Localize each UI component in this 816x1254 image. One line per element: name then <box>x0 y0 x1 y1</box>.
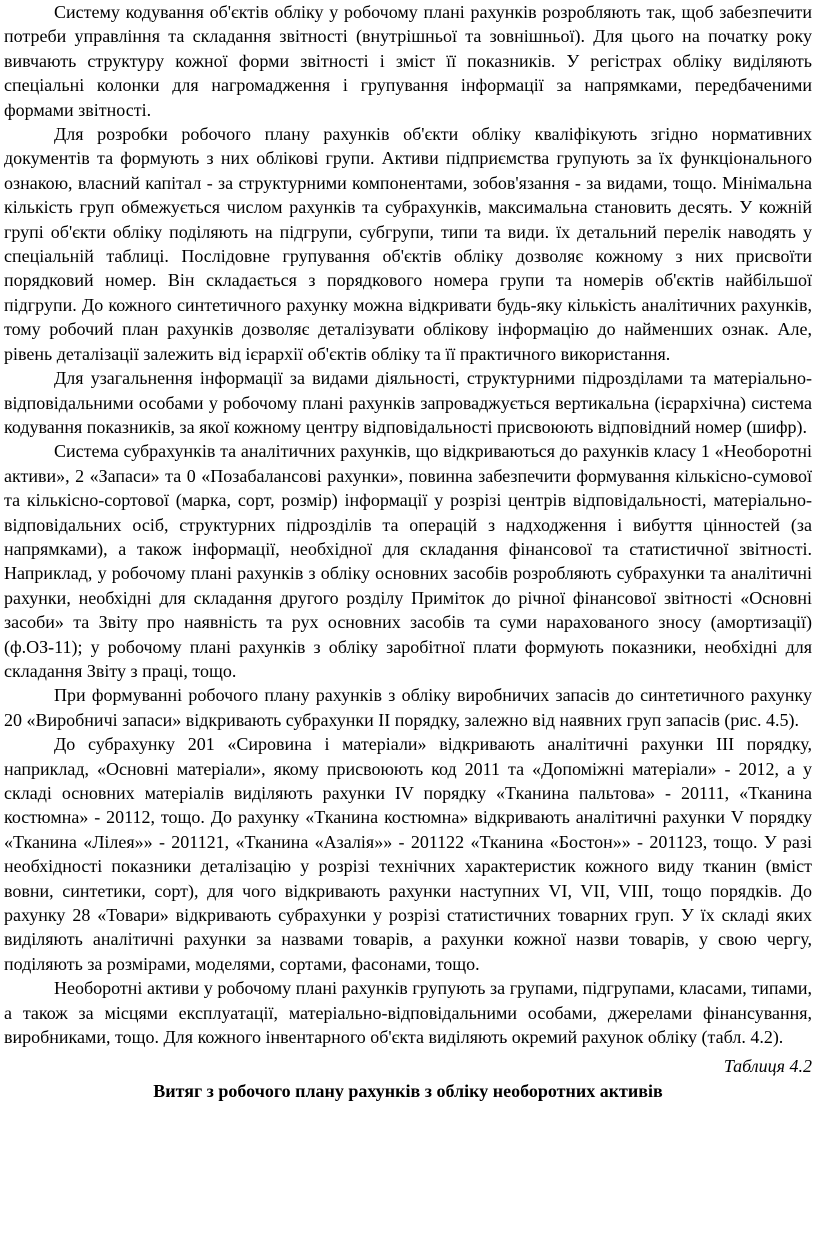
paragraph-subaccounts-system: Система субрахунків та аналітичних рахунків, що відкриваються до рахунків класу 1 «Необоротні активи», 2 «Запаси» та 0 «Позабалансові рахунки», повинна забезпечити формування кількісно-сумової та кількісно-сортової (марка, сорт, розмір) інформації у розрізі центрів відповідальності, матеріально-відповідальних осіб, структурних підрозділів та операцій з надходження і вибуття цінностей (за напрямками), а також інформації, необхідної для складання фінансової та статистичної звітності. Наприклад, у робочому плані рахунків з обліку основних засобів розробляють субрахунки та аналітичні рахунки, необхідні для складання другого розділу Приміток до річної фінансової звітності «Основні засоби» та Звіту про наявність та рух основних засобів та суми нарахованого зносу (амортизації) (ф.ОЗ-11); у робочому плані рахунків з обліку заробітної плати формують показники, необхідні для складання Звіту з праці, тощо. <box>4 441 812 681</box>
paragraph-production-inventory: При формуванні робочого плану рахунків з обліку виробничих запасів до синтетичного рахунку 20 «Виробничі запаси» відкривають субрахунки II порядку, залежно від наявних груп запасів (рис. 4.5). <box>4 685 812 730</box>
table-title: Витяг з робочого плану рахунків з обліку необоротних активів <box>153 1080 663 1101</box>
paragraph-coding-system: Систему кодування об'єктів обліку у робочому плані рахунків розробляють так, щоб забезпечити потреби управління та складання звітності (внутрішньої та зовнішньої). Для цього на початку року вивчають структуру кожної форми звітності і зміст її показників. У регістрах обліку виділяють спеціальні колонки для нагромадження і групування інформації за напрямками, передбаченими формами звітності. <box>4 2 812 120</box>
paragraph-working-plan-development: Для розробки робочого плану рахунків об'єкти обліку кваліфікують згідно нормативних документів та формують з них облікові групи. Активи підприємства групують за їх функціонального ознакою, власний капітал - за структурними компонентами, зобов'язання - за видами, тощо. Мінімальна кількість груп обмежується числом рахунків та субрахунків, максимальна становить десять. У кожній групі об'єкти обліку поділяють на підгрупи, субгрупи, типи та види. їх детальний перелік наводять у спеціальній таблиці. Послідовне групування об'єктів обліку дозволяє кожному з них присвоїти порядковий номер. Він складається з порядкового номера групи та номерів об'єктів найбільшої підгрупи. До кожного синтетичного рахунку можна відкривати будь-яку кількість аналітичних рахунків, тому робочий план рахунків дозволяє деталізувати облікову інформацію до найменших ознак. Але, рівень деталізації залежить від ієрархії об'єктів обліку та її практичного використання. <box>4 124 812 364</box>
paragraph-vertical-coding: Для узагальнення інформації за видами діяльності, структурними підрозділами та матеріально-відповідальними особами у робочому плані рахунків запроваджується вертикальна (ієрархічна) система кодування показників, за якої кожному центру відповідальності присвоюють відповідний номер (шифр). <box>4 368 812 437</box>
paragraph-noncurrent-assets: Необоротні активи у робочому плані рахунків групують за групами, підгрупами, класами, типами, а також за місцями експлуатації, матеріально-відповідальними особами, джерелами фінансування, виробниками, тощо. Для кожного інвентарного об'єкта виділяють окремий рахунок обліку (табл. 4.2). <box>4 978 812 1048</box>
paragraph-subaccount-201: До субрахунку 201 «Сировина і матеріали» відкривають аналітичні рахунки III порядку, наприклад, «Основні матеріали», якому присвоюють код 2011 та «Допоміжні матеріали» - 2012, а у складі основних матеріалів виділяють рахунки IV порядку «Тканина пальтова» - 20111, «Тканина костюмна» - 20112, тощо. До рахунку «Тканина костюмна» відкривають аналітичні рахунки V порядку «Тканина «Лілея»» - 201121, «Тканина «Азалія»» - 201122 «Тканина «Бостон»» - 201123, тощо. У разі необхідності показники деталізацію у розрізі технічних характеристик кожного виду тканин (вміст вовни, синтетики, сорт), для чого відкривають рахунки наступних VI, VII, VIII, тощо порядків. До рахунку 28 «Товари» відкривають субрахунки у розрізі статистичних товарних груп. У їх складі яких виділяють аналітичні рахунки за назвами товарів, а рахунки кожної назви товарів, у свою чергу, поділяють за розмірами, моделями, сортами, фасонами, тощо. <box>4 734 812 974</box>
table-caption: Таблиця 4.2 <box>723 1056 812 1077</box>
